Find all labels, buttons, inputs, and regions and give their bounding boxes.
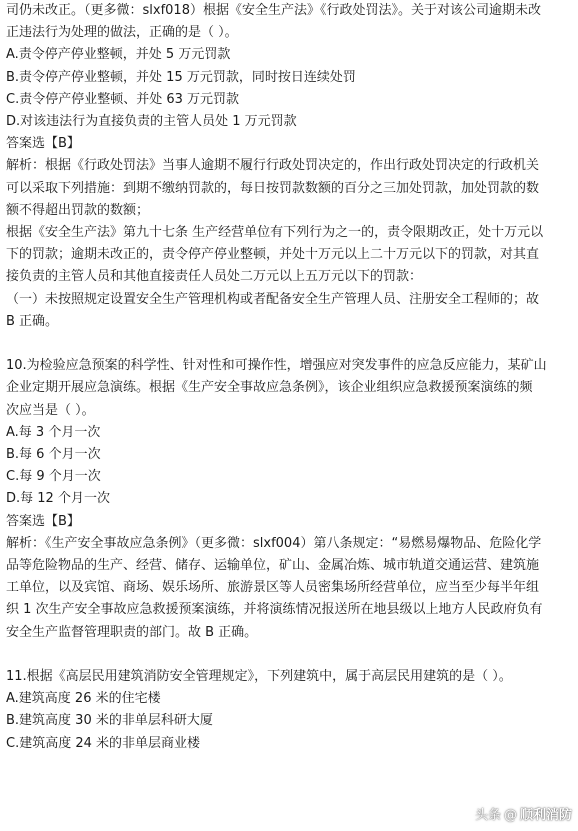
answer-line: 答案选【B】: [6, 136, 80, 152]
analysis-line: B 正确。: [6, 313, 59, 329]
analysis-line: 品等危险物品的生产、经营、储存、运输单位，矿山、金属冶炼、城市轨道交通运营、建筑施: [6, 558, 540, 574]
analysis-line: （一）未按照规定设置安全生产管理机构或者配备安全生产管理人员、注册安全工程师的；故: [6, 291, 540, 307]
question-10: 企业定期开展应急演练。根据《生产安全事故应急条例》，该企业组织应急救援预案演练的频: [6, 380, 533, 396]
watermark-at: @: [503, 808, 517, 823]
option-b: B.每 6 个月一次: [6, 447, 101, 463]
option-d: D.每 12 个月一次: [6, 491, 110, 507]
option-b: B.建筑高度 30 米的非单层科研大厦: [6, 713, 213, 729]
option-a: A.每 3 个月一次: [6, 424, 101, 440]
blank-line: [6, 333, 572, 355]
analysis-line: 接负责的主管人员和其他直接责任人员处二万元以上五万元以下的罚款：: [6, 269, 423, 285]
analysis-line: 解析：《生产安全事故应急条例》（更多微：slxf004）第八条规定：“易燃易爆物品、危险化学: [6, 535, 542, 551]
analysis-line: 安全生产监督管理职责的部门。故 B 正确。: [6, 624, 258, 640]
analysis-line: 额不得超出罚款的数额；: [6, 202, 150, 218]
analysis-line: 可以采取下列措施：到期不缴纳罚款的，每日按罚款数额的百分之三加处罚款，加处罚款的数: [6, 180, 540, 196]
text-line: 司仍未改正。（更多微：slxf018）根据《安全生产法》《行政处罚法》。关于对该公司逾期未改: [6, 3, 541, 18]
analysis-line: 根据《安全生产法》第九十七条 生产经营单位有下列行为之一的，责令限期改正，处十万元以: [6, 225, 544, 241]
option-c: C.每 9 个月一次: [6, 469, 101, 485]
question-10: 10.为检验应急预案的科学性、针对性和可操作性，增强应对突发事件的应急反应能力，某矿山: [6, 358, 547, 374]
option-c: C.责令停产停业整顿、并处 63 万元罚款: [6, 91, 240, 107]
watermark-brand: 顺利消防: [519, 808, 572, 823]
analysis-line: 织 1 次生产安全事故应急救援预案演练，并将演练情况报送所在地县级以上地方人民政府负有: [6, 602, 543, 618]
analysis-line: 下的罚款；逾期未改正的，责令停产停业整顿，并处十万元以上二十万元以下的罚款，对其直: [6, 247, 540, 263]
option-d: D.对该违法行为直接负责的主管人员处 1 万元罚款: [6, 114, 297, 130]
text-line: 正违法行为处理的做法，正确的是（ ）。: [6, 25, 238, 41]
watermark: [475, 807, 572, 825]
watermark-prefix: 头条: [474, 808, 501, 823]
option-a: A.建筑高度 26 米的住宅楼: [6, 691, 161, 707]
analysis-line: 工单位，以及宾馆、商场、娱乐场所、旅游景区等人员密集场所经营单位，应当至少每半年组: [6, 580, 540, 596]
option-a: A.责令停产停业整顿，并处 5 万元罚款: [6, 47, 231, 63]
option-c: C.建筑高度 24 米的非单层商业楼: [6, 735, 201, 751]
option-b: B.责令停产停业整顿，并处 15 万元罚款，同时按日连续处罚: [6, 69, 356, 85]
answer-line: 答案选【B】: [6, 513, 80, 529]
question-10: 次应当是（ ）。: [6, 402, 95, 418]
blank-line: [6, 644, 572, 666]
analysis-line: 解析：根据《行政处罚法》当事人逾期不履行行政处罚决定的，作出行政处罚决定的行政机关: [6, 158, 540, 174]
question-11: 11.根据《高层民用建筑消防安全管理规定》，下列建筑中，属于高层民用建筑的是（ ）。: [6, 669, 512, 685]
